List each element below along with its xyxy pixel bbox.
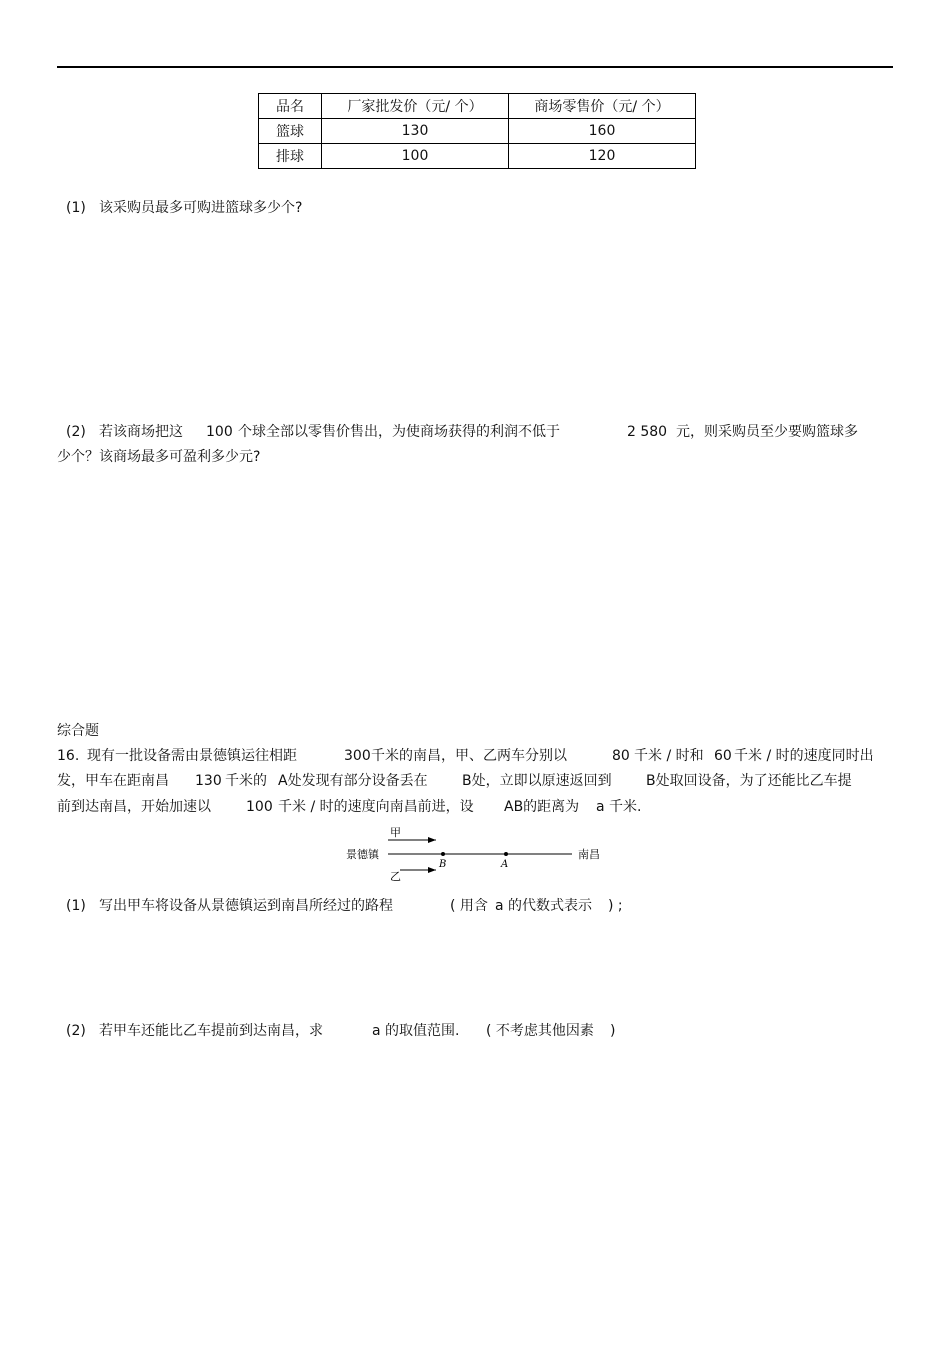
point-a-dot [504, 852, 508, 856]
question-text: 个球全部以零售价售出，为使商场获得的利润不低于 [238, 424, 560, 440]
point-a-label: A [501, 859, 509, 870]
question-text: 写出甲车将设备从景德镇运到南昌所经过的路程 [99, 898, 393, 914]
question-text: ) ; [608, 898, 623, 914]
point-b-dot [441, 852, 445, 856]
question-text: 少个？该商场最多可盈利多少元? [57, 449, 261, 465]
q16-part1 [66, 897, 623, 915]
route-diagram [340, 822, 630, 886]
top-rule [57, 66, 893, 68]
value: 300 [344, 748, 371, 764]
q16-line2 [57, 772, 852, 790]
q16-part2 [66, 1022, 615, 1040]
question-text: 若该商场把这 [99, 424, 183, 440]
question-text: 千米 / 时的速度向南昌前进，设 [278, 799, 474, 815]
point-b-label: B [439, 859, 447, 870]
start-label: 景德镇 [346, 848, 379, 861]
question-text: 千米 / 时的速度同时出 [734, 748, 874, 764]
value: 2 580 [627, 424, 668, 440]
car-a-label: 甲 [390, 826, 401, 839]
header-cell: 商场零售价（元/ 个） [509, 94, 696, 119]
section-label: 综合题 [57, 723, 99, 739]
question-text: 该采购员最多可购进篮球多少个? [99, 200, 303, 216]
value: 80 [612, 748, 630, 764]
q15-part1 [66, 199, 302, 217]
question-text: a 的取值范围. [372, 1023, 460, 1039]
part-number: (2) [66, 1023, 86, 1039]
table-row [259, 119, 696, 144]
q16-line1 [57, 747, 874, 765]
question-text: 元，则采购员至少要购篮球多 [676, 424, 858, 440]
table-cell: 130 [322, 119, 509, 144]
value: 130 [195, 773, 222, 789]
value: 60 [714, 748, 732, 764]
question-text: B处取回设备，为了还能比乙车提 [646, 773, 852, 789]
table-cell: 排球 [259, 144, 322, 169]
question-text: a 的代数式表示 [495, 898, 593, 914]
part-number: (1) [66, 898, 86, 914]
question-number: 16. [57, 748, 80, 764]
table-cell: 100 [322, 144, 509, 169]
table-cell: 篮球 [259, 119, 322, 144]
table-cell: 120 [509, 144, 696, 169]
question-text: B处，立即以原速返回到 [462, 773, 612, 789]
question-text: 千米的 [225, 773, 267, 789]
car-b-label: 乙 [390, 870, 401, 883]
question-text: 若甲车还能比乙车提前到达南昌，求 [99, 1023, 323, 1039]
question-text: 现有一批设备需由景德镇运往相距 [87, 748, 297, 764]
end-label: 南昌 [578, 848, 600, 861]
question-text: ( 不考虑其他因素 [486, 1023, 594, 1039]
question-text: A处发现有部分设备丢在 [278, 773, 428, 789]
question-text: ( 用含 [450, 898, 488, 914]
question-text: AB的距离为 [504, 799, 580, 815]
table-header-row [259, 94, 696, 119]
header-cell: 厂家批发价（元/ 个） [322, 94, 509, 119]
value: 100 [206, 424, 233, 440]
q16-line3 [57, 798, 641, 816]
price-table [258, 93, 696, 169]
question-text: 发，甲车在距南昌 [57, 773, 169, 789]
question-text: 前到达南昌，开始加速以 [57, 799, 211, 815]
question-text: 千米 / 时和 [634, 748, 704, 764]
value: 100 [246, 799, 273, 815]
question-text: a 千米. [596, 799, 642, 815]
table-cell: 160 [509, 119, 696, 144]
q15-part2-line2 [57, 448, 260, 466]
part-number: (1) [66, 200, 86, 216]
part-number: (2) [66, 424, 86, 440]
q15-part2-line1 [66, 423, 858, 441]
question-text: ) [610, 1023, 616, 1039]
question-text: 千米的南昌，甲、乙两车分别以 [371, 748, 567, 764]
table-row [259, 144, 696, 169]
header-cell: 品名 [259, 94, 322, 119]
